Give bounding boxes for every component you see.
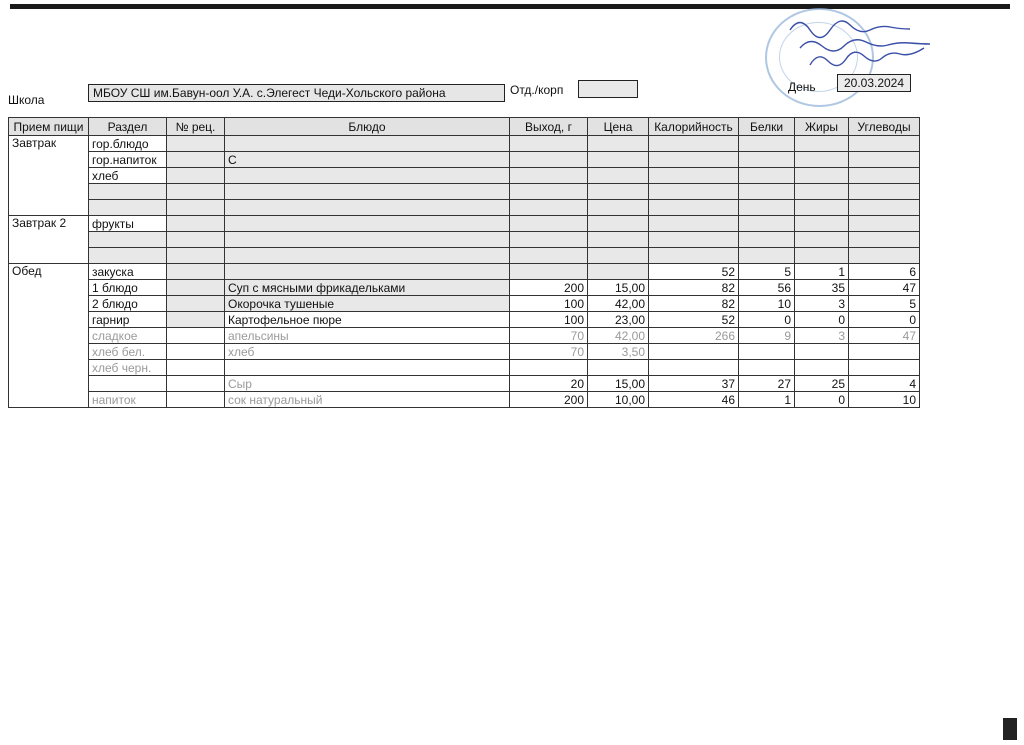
cell-carbs: 6 <box>849 264 920 280</box>
cell-carbs <box>849 344 920 360</box>
cell-dish <box>225 216 510 232</box>
table-row <box>9 152 920 168</box>
cell-out: 100 <box>510 312 588 328</box>
cell-carbs <box>849 216 920 232</box>
cell-section: сладкое <box>89 328 167 344</box>
cell-protein <box>739 216 795 232</box>
school-field: МБОУ СШ им.Бавун-оол У.А. с.Элегест Чеди-Хольского района <box>88 84 505 102</box>
cell-fat <box>795 360 849 376</box>
cell-fat <box>795 152 849 168</box>
cell-price <box>588 264 649 280</box>
cell-out <box>510 232 588 248</box>
cell-out: 70 <box>510 328 588 344</box>
cell-fat <box>795 168 849 184</box>
table-row <box>9 344 920 360</box>
cell-kcal: 52 <box>649 312 739 328</box>
cell-recipe <box>167 360 225 376</box>
signature <box>780 10 960 70</box>
cell-section: фрукты <box>89 216 167 232</box>
cell-carbs <box>849 200 920 216</box>
cell-dish: сок натуральный <box>225 392 510 408</box>
meal-lunch: Обед <box>9 264 89 408</box>
cell-fat <box>795 200 849 216</box>
cell-price: 10,00 <box>588 392 649 408</box>
cell-kcal <box>649 152 739 168</box>
cell-price <box>588 248 649 264</box>
cell-carbs <box>849 248 920 264</box>
cell-carbs <box>849 136 920 152</box>
cell-dish <box>225 168 510 184</box>
col-header: Прием пищи <box>9 118 89 136</box>
cell-recipe <box>167 392 225 408</box>
cell-recipe <box>167 344 225 360</box>
col-header: Выход, г <box>510 118 588 136</box>
cell-out <box>510 152 588 168</box>
table-header-row <box>9 118 920 136</box>
cell-section: 2 блюдо <box>89 296 167 312</box>
cell-recipe <box>167 136 225 152</box>
cell-recipe <box>167 312 225 328</box>
cell-recipe <box>167 296 225 312</box>
dept-field <box>578 80 638 98</box>
table-row <box>9 168 920 184</box>
cell-carbs <box>849 168 920 184</box>
cell-out: 70 <box>510 344 588 360</box>
cell-kcal: 46 <box>649 392 739 408</box>
cell-carbs: 47 <box>849 328 920 344</box>
cell-kcal <box>649 216 739 232</box>
cell-price: 15,00 <box>588 376 649 392</box>
cell-section: хлеб <box>89 168 167 184</box>
date-field: 20.03.2024 <box>837 74 911 92</box>
dept-label: Отд./корп <box>510 83 564 97</box>
cell-fat: 3 <box>795 296 849 312</box>
cell-protein <box>739 200 795 216</box>
col-header: Углеводы <box>849 118 920 136</box>
cell-recipe <box>167 168 225 184</box>
cell-price <box>588 136 649 152</box>
cell-price <box>588 360 649 376</box>
cell-recipe <box>167 184 225 200</box>
cell-kcal <box>649 360 739 376</box>
cell-dish <box>225 200 510 216</box>
cell-recipe <box>167 328 225 344</box>
cell-out <box>510 136 588 152</box>
cell-carbs: 5 <box>849 296 920 312</box>
cell-protein <box>739 344 795 360</box>
cell-protein <box>739 184 795 200</box>
cell-price: 42,00 <box>588 328 649 344</box>
cell-out: 200 <box>510 280 588 296</box>
cell-kcal <box>649 248 739 264</box>
cell-price <box>588 184 649 200</box>
cell-kcal: 266 <box>649 328 739 344</box>
cell-dish <box>225 360 510 376</box>
table-row <box>9 216 920 232</box>
cell-section: гарнир <box>89 312 167 328</box>
meal-breakfast: Завтрак <box>9 136 89 216</box>
scan-top-edge <box>10 4 1010 9</box>
table-row <box>9 136 920 152</box>
cell-protein <box>739 168 795 184</box>
cell-section <box>89 184 167 200</box>
cell-section: хлеб бел. <box>89 344 167 360</box>
cell-protein: 5 <box>739 264 795 280</box>
col-header: Белки <box>739 118 795 136</box>
cell-out <box>510 184 588 200</box>
cell-section: напиток <box>89 392 167 408</box>
cell-out: 100 <box>510 296 588 312</box>
cell-fat <box>795 216 849 232</box>
cell-recipe <box>167 216 225 232</box>
cell-out: 20 <box>510 376 588 392</box>
cell-price: 23,00 <box>588 312 649 328</box>
cell-protein: 1 <box>739 392 795 408</box>
cell-section <box>89 200 167 216</box>
day-label: День <box>788 80 816 94</box>
cell-protein <box>739 136 795 152</box>
table-row <box>9 296 920 312</box>
cell-dish: Картофельное пюре <box>225 312 510 328</box>
col-header: Раздел <box>89 118 167 136</box>
cell-fat: 0 <box>795 312 849 328</box>
table-row <box>9 264 920 280</box>
cell-fat <box>795 232 849 248</box>
cell-kcal: 37 <box>649 376 739 392</box>
cell-protein: 56 <box>739 280 795 296</box>
cell-price <box>588 152 649 168</box>
cell-carbs: 0 <box>849 312 920 328</box>
cell-kcal <box>649 136 739 152</box>
cell-section <box>89 232 167 248</box>
cell-kcal <box>649 344 739 360</box>
col-header: Жиры <box>795 118 849 136</box>
col-header: Блюдо <box>225 118 510 136</box>
table-row <box>9 392 920 408</box>
cell-carbs <box>849 184 920 200</box>
cell-recipe <box>167 376 225 392</box>
cell-recipe <box>167 152 225 168</box>
menu-table <box>8 117 920 408</box>
cell-kcal: 82 <box>649 280 739 296</box>
cell-section: гор.напиток <box>89 152 167 168</box>
cell-out <box>510 216 588 232</box>
table-row <box>9 232 920 248</box>
cell-section <box>89 376 167 392</box>
cell-recipe <box>167 232 225 248</box>
cell-out <box>510 200 588 216</box>
col-header: № рец. <box>167 118 225 136</box>
cell-out <box>510 248 588 264</box>
cell-price <box>588 216 649 232</box>
cell-fat <box>795 184 849 200</box>
table-row <box>9 328 920 344</box>
cell-section <box>89 248 167 264</box>
cell-fat <box>795 248 849 264</box>
table-row <box>9 280 920 296</box>
cell-out <box>510 168 588 184</box>
cell-kcal <box>649 232 739 248</box>
school-label: Школа <box>8 93 45 107</box>
table-row <box>9 184 920 200</box>
cell-dish <box>225 136 510 152</box>
cell-dish: апельсины <box>225 328 510 344</box>
cell-fat: 0 <box>795 392 849 408</box>
cell-recipe <box>167 280 225 296</box>
cell-protein: 10 <box>739 296 795 312</box>
cell-out <box>510 264 588 280</box>
cell-price <box>588 200 649 216</box>
table-row <box>9 376 920 392</box>
cell-carbs: 10 <box>849 392 920 408</box>
cell-dish: хлеб <box>225 344 510 360</box>
cell-carbs <box>849 360 920 376</box>
cell-dish: С <box>225 152 510 168</box>
cell-dish <box>225 232 510 248</box>
cell-protein <box>739 248 795 264</box>
cell-price: 15,00 <box>588 280 649 296</box>
cell-kcal <box>649 200 739 216</box>
cell-section: закуска <box>89 264 167 280</box>
cell-protein: 27 <box>739 376 795 392</box>
cell-carbs <box>849 152 920 168</box>
cell-section: хлеб черн. <box>89 360 167 376</box>
cell-recipe <box>167 264 225 280</box>
cell-kcal <box>649 168 739 184</box>
cell-fat: 3 <box>795 328 849 344</box>
cell-protein <box>739 360 795 376</box>
table-row <box>9 360 920 376</box>
cell-fat: 1 <box>795 264 849 280</box>
cell-out: 200 <box>510 392 588 408</box>
cell-fat: 25 <box>795 376 849 392</box>
meal-breakfast2: Завтрак 2 <box>9 216 89 264</box>
cell-dish: Суп с мясными фрикадельками <box>225 280 510 296</box>
cell-kcal <box>649 184 739 200</box>
cell-protein: 0 <box>739 312 795 328</box>
cell-section: 1 блюдо <box>89 280 167 296</box>
cell-kcal: 52 <box>649 264 739 280</box>
cell-section: гор.блюдо <box>89 136 167 152</box>
table-row <box>9 248 920 264</box>
cell-kcal: 82 <box>649 296 739 312</box>
cell-dish <box>225 264 510 280</box>
cell-protein <box>739 232 795 248</box>
cell-fat <box>795 136 849 152</box>
cell-fat <box>795 344 849 360</box>
cell-protein: 9 <box>739 328 795 344</box>
cell-carbs <box>849 232 920 248</box>
cell-fat: 35 <box>795 280 849 296</box>
cell-price <box>588 232 649 248</box>
cell-price: 3,50 <box>588 344 649 360</box>
col-header: Цена <box>588 118 649 136</box>
cell-dish: Окорочка тушеные <box>225 296 510 312</box>
cell-dish <box>225 248 510 264</box>
cell-carbs: 4 <box>849 376 920 392</box>
cell-price: 42,00 <box>588 296 649 312</box>
cell-carbs: 47 <box>849 280 920 296</box>
cell-price <box>588 168 649 184</box>
cell-protein <box>739 152 795 168</box>
scan-corner-mark <box>1003 718 1017 740</box>
cell-recipe <box>167 200 225 216</box>
cell-dish <box>225 184 510 200</box>
cell-out <box>510 360 588 376</box>
cell-recipe <box>167 248 225 264</box>
table-row <box>9 200 920 216</box>
col-header: Калорийность <box>649 118 739 136</box>
table-row <box>9 312 920 328</box>
cell-dish: Сыр <box>225 376 510 392</box>
